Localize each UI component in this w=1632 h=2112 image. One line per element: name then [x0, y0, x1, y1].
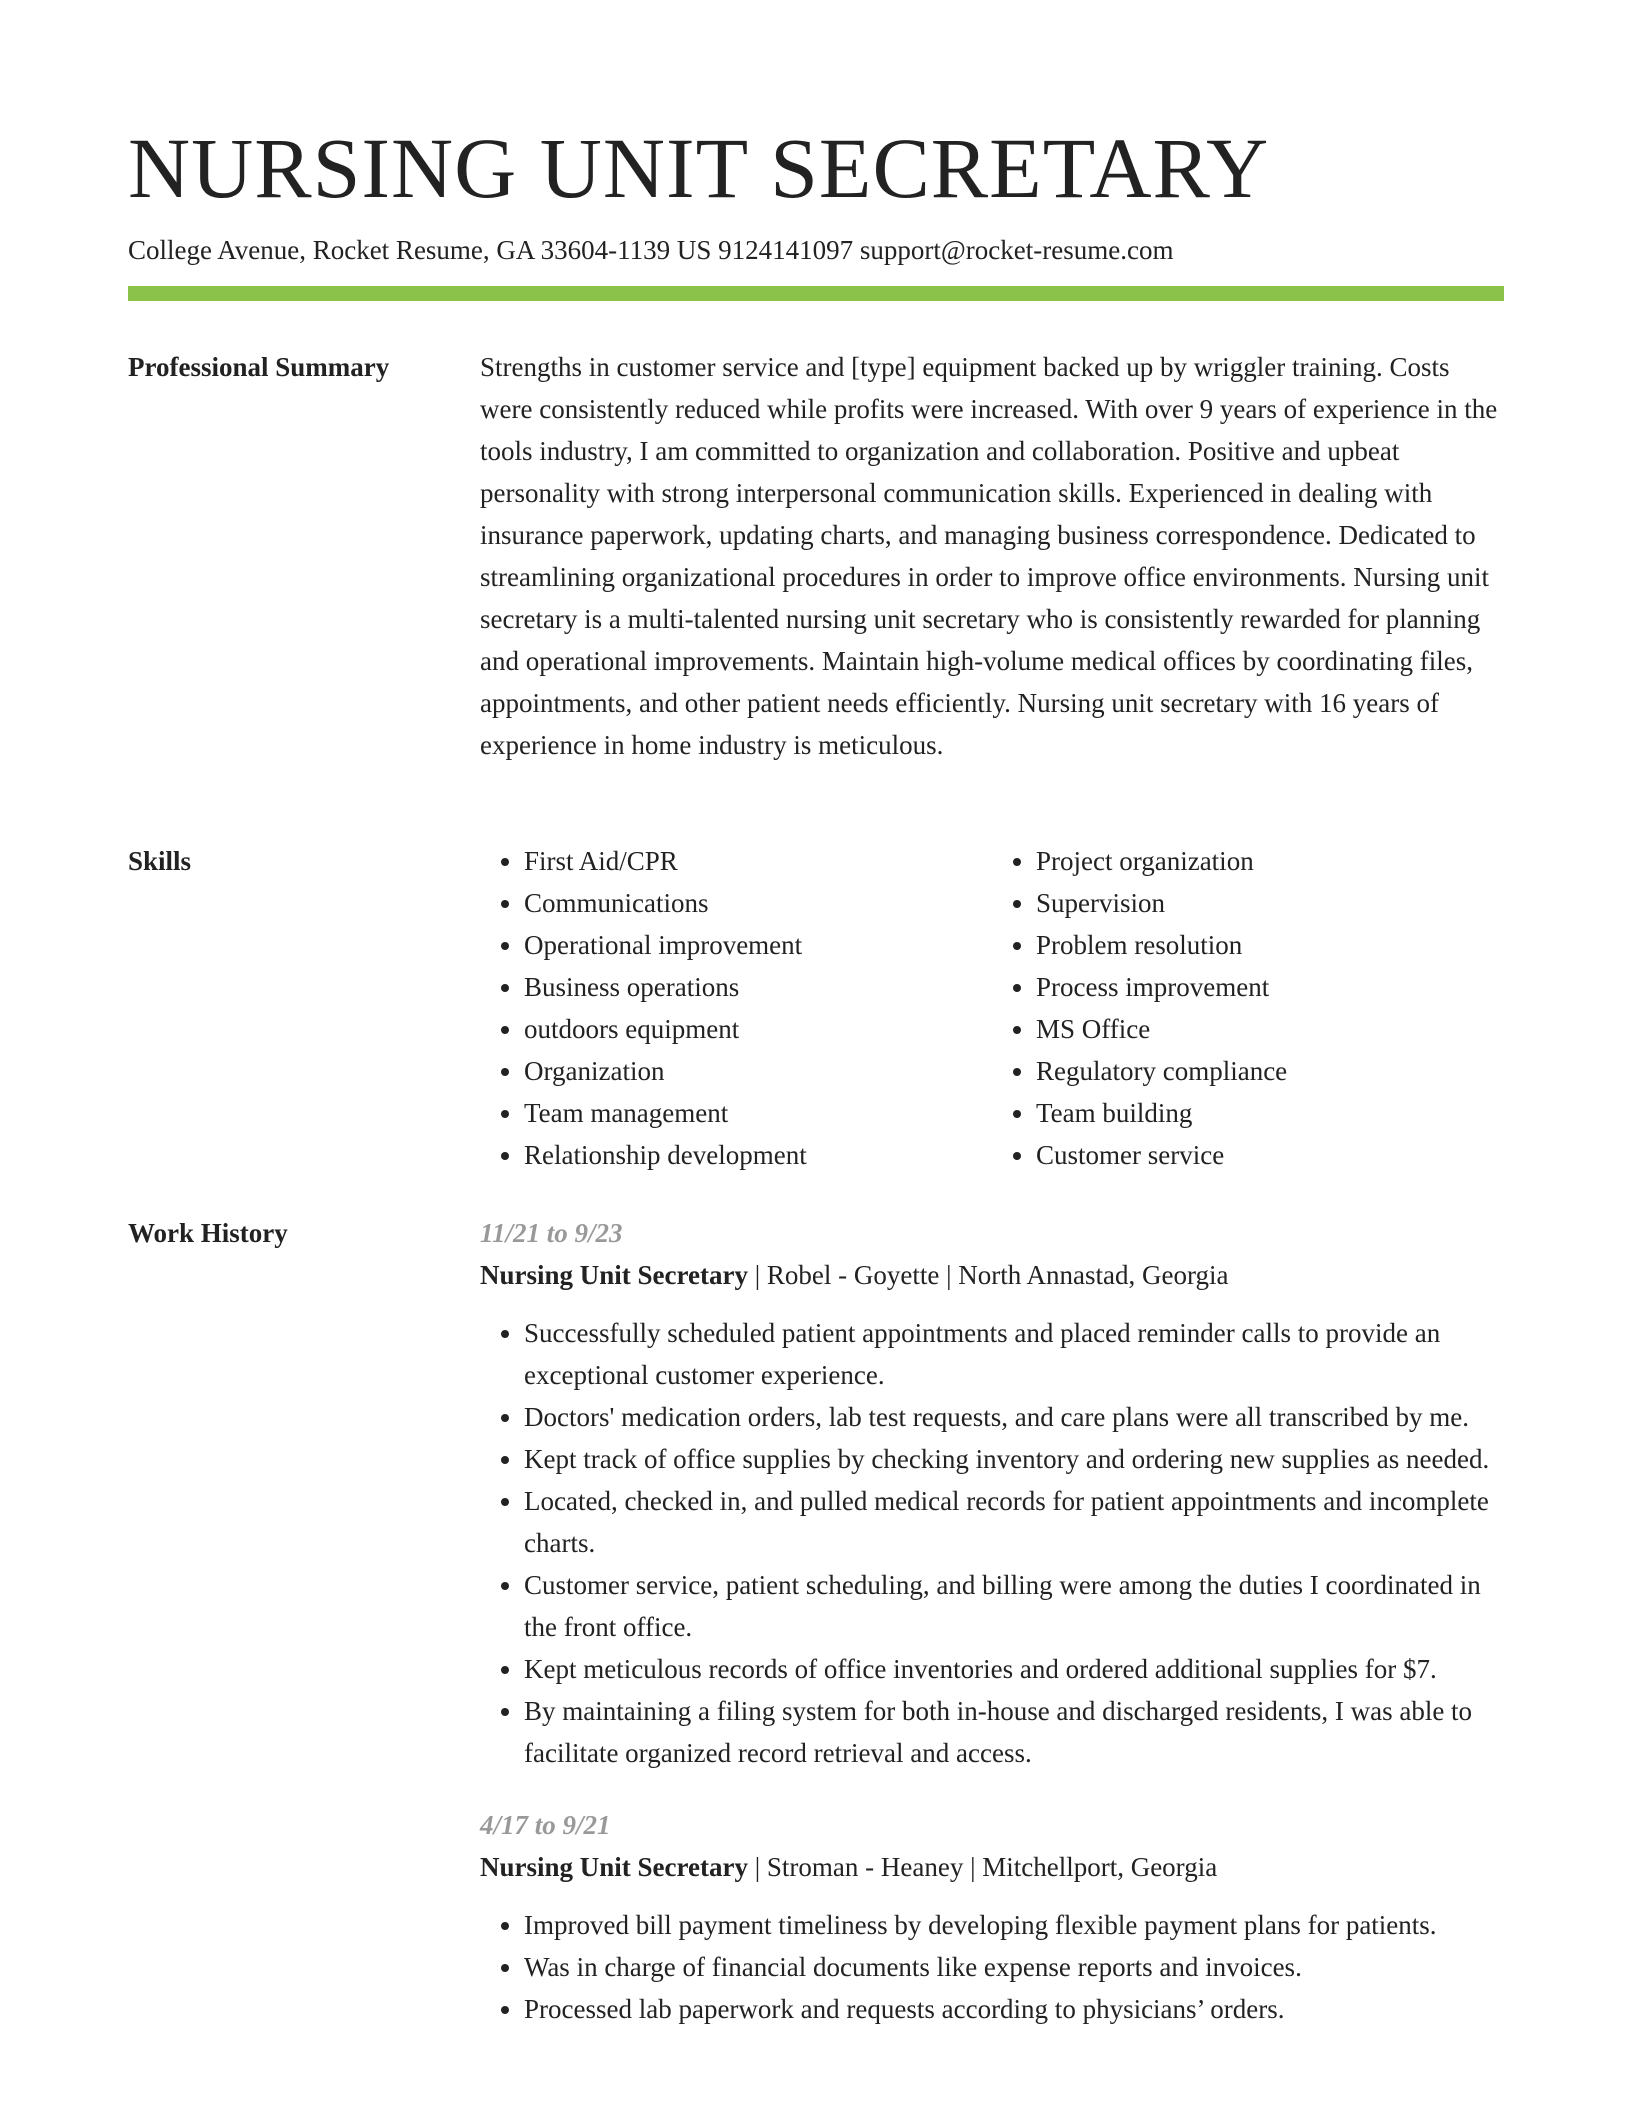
job-bullet: • Successfully scheduled patient appointments and placed reminder calls to provide an exceptional customer experience.: [524, 1312, 1504, 1396]
job-bullet: • Doctors' medication orders, lab test requests, and care plans were all transcribed by me.: [524, 1396, 1504, 1438]
skill-item: • Communications: [524, 882, 992, 924]
skill-item: • Customer service: [1036, 1134, 1504, 1176]
job-entry: [480, 1804, 1504, 2030]
skill-item: • Relationship development: [524, 1134, 992, 1176]
job-bullet: • Processed lab paperwork and requests according to physicians’ orders.: [524, 1988, 1504, 2030]
header-divider: [128, 286, 1504, 301]
summary-label: Professional Summary: [128, 352, 390, 382]
skills-grid: [480, 840, 1504, 1176]
skill-item: • Problem resolution: [1036, 924, 1504, 966]
skill-item: • Organization: [524, 1050, 992, 1092]
job-bullet: • Was in charge of financial documents like expense reports and invoices.: [524, 1946, 1504, 1988]
work-history-label: Work History: [128, 1218, 288, 1248]
job-title: Nursing Unit Secretary: [480, 1260, 748, 1290]
skill-item: • Project organization: [1036, 840, 1504, 882]
job-entry: [480, 1212, 1504, 1774]
job-bullet: • Located, checked in, and pulled medical records for patient appointments and incomplete charts.: [524, 1480, 1504, 1564]
skill-item: • Regulatory compliance: [1036, 1050, 1504, 1092]
job-bullet-list: [480, 1904, 1504, 2030]
skill-item: • MS Office: [1036, 1008, 1504, 1050]
skill-item: • Business operations: [524, 966, 992, 1008]
job-bullet: • Kept meticulous records of office inventories and ordered additional supplies for $7.: [524, 1648, 1504, 1690]
skill-item: • Operational improvement: [524, 924, 992, 966]
skills-label: Skills: [128, 846, 192, 876]
job-bullet: • Kept track of office supplies by checking inventory and ordering new supplies as needed.: [524, 1438, 1504, 1480]
skill-item: • First Aid/CPR: [524, 840, 992, 882]
work-history-section: [480, 1212, 1504, 2060]
job-heading: [480, 1846, 1504, 1888]
job-bullet: • Customer service, patient scheduling, and billing were among the duties I coordinated in the front office.: [524, 1564, 1504, 1648]
job-employer: | Robel - Goyette | North Annastad, Georgia: [747, 1260, 1229, 1290]
resume-name: NURSING UNIT SECRETARY: [128, 120, 1270, 216]
job-dates: 11/21 to 9/23: [480, 1218, 623, 1248]
job-bullet: • Improved bill payment timeliness by developing flexible payment plans for patients.: [524, 1904, 1504, 1946]
summary-text: Strengths in customer service and [type] equipment backed up by wriggler training. Costs were consistently reduced while profits were increased. With over 9 years of experience in the tools industry, I am committed to organization and collaboration. Positive and upbeat personality with strong interpersonal communication skills. Experienced in dealing with insurance paperwork, updating charts, and managing business correspondence. Dedicated to streamlining organizational procedures in order to improve office environments. Nursing unit secretary is a multi-talented nursing unit secretary who is consistently rewarded for planning and operational improvements. Maintain high-volume medical offices by coordinating files, appointments, and other patient needs efficiently. Nursing unit secretary with 16 years of experience in home industry is meticulous.: [480, 352, 1498, 760]
skills-list-right: [992, 840, 1504, 1176]
job-bullet: • By maintaining a filing system for both in-house and discharged residents, I was able to facilitate organized record retrieval and access.: [524, 1690, 1504, 1774]
skills-list-left: [480, 840, 992, 1176]
skill-item: • Team management: [524, 1092, 992, 1134]
job-dates: 4/17 to 9/21: [480, 1810, 611, 1840]
skill-item: • Team building: [1036, 1092, 1504, 1134]
job-bullet-list: [480, 1312, 1504, 1774]
skills-section: [480, 840, 1504, 1176]
job-employer: | Stroman - Heaney | Mitchellport, Georgia: [747, 1852, 1218, 1882]
contact-line: College Avenue, Rocket Resume, GA 33604-1139 US 9124141097 support@rocket-resume.com: [128, 235, 1174, 265]
summary-section: [480, 346, 1504, 766]
skill-item: • Process improvement: [1036, 966, 1504, 1008]
skill-item: • Supervision: [1036, 882, 1504, 924]
job-title: Nursing Unit Secretary: [480, 1852, 748, 1882]
job-heading: [480, 1254, 1504, 1296]
skill-item: • outdoors equipment: [524, 1008, 992, 1050]
